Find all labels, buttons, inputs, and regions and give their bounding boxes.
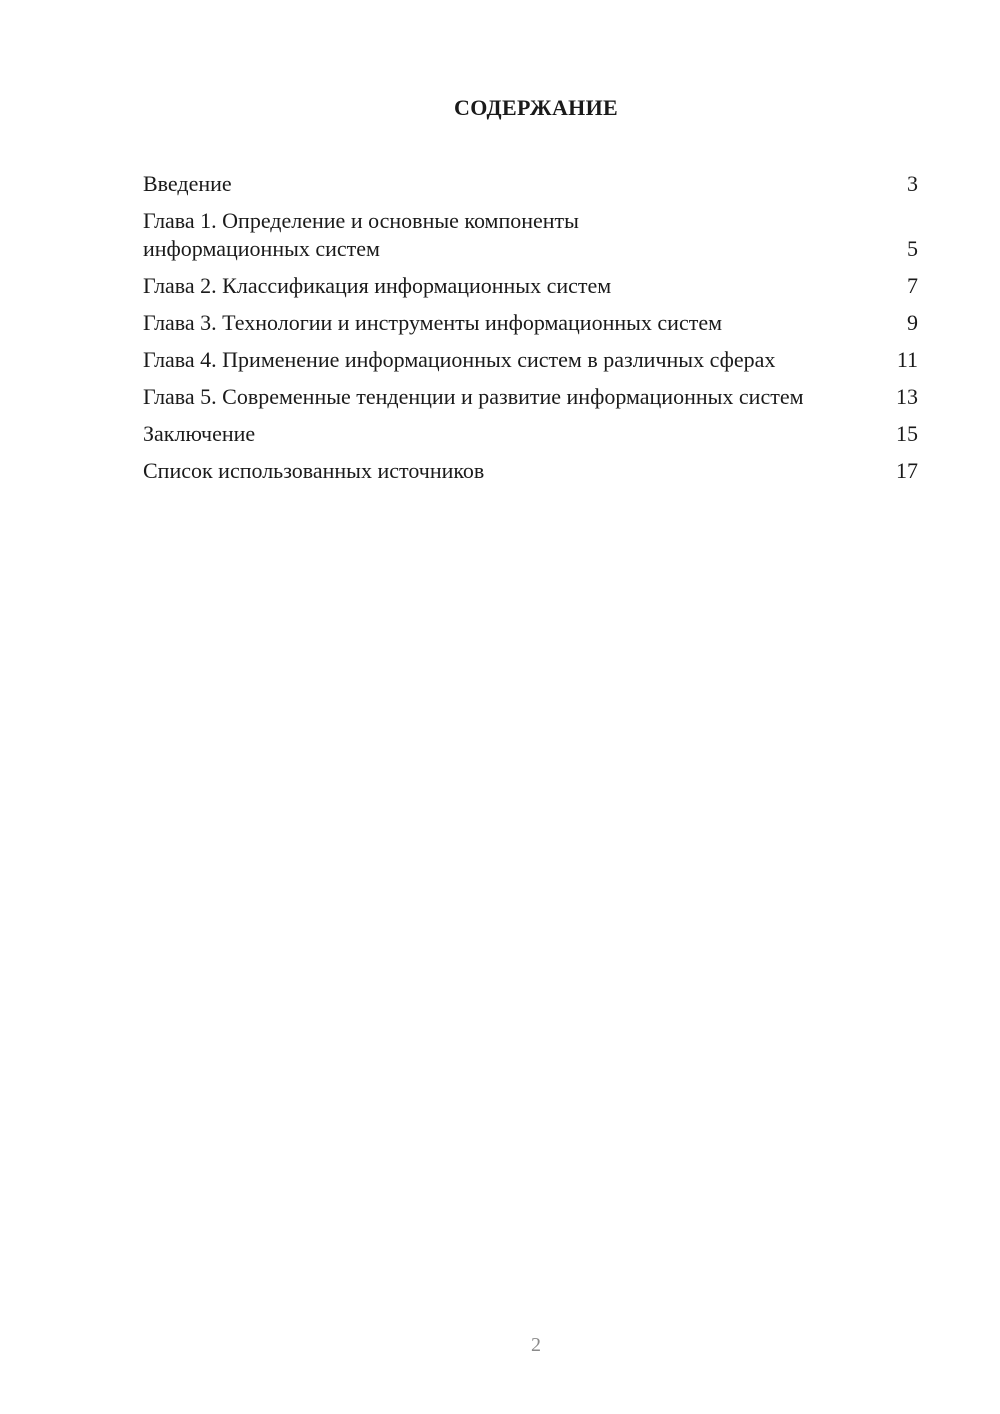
toc-entry-text: Заключение	[143, 420, 256, 446]
toc-entry-text: Глава 4. Применение информационных систем в различных сферах	[143, 346, 776, 372]
page-title: СОДЕРЖАНИЕ	[454, 95, 618, 120]
toc-entry-page: 7	[907, 272, 918, 298]
toc-entry-text: Глава 1. Определение и основные компоненты информационных систем	[143, 208, 579, 261]
toc-entry-text: Глава 3. Технологии и инструменты информационных систем	[143, 309, 723, 335]
toc-entry-page: 13	[896, 383, 918, 409]
toc-entry-page: 15	[896, 420, 918, 446]
toc-entry-chapter-3	[143, 309, 918, 337]
toc-entry-references	[143, 457, 918, 485]
toc-entry-conclusion	[143, 420, 918, 448]
toc-entry-chapter-4	[143, 346, 918, 374]
toc-entry-page: 5	[907, 235, 918, 261]
toc-entry-chapter-2	[143, 272, 918, 300]
table-of-contents	[143, 170, 918, 494]
toc-entry-text: Введение	[143, 171, 232, 196]
toc-entry-page: 3	[907, 171, 918, 196]
toc-entry-introduction	[143, 170, 918, 198]
toc-entry-chapter-1	[143, 207, 918, 262]
toc-entry-chapter-5	[143, 383, 918, 411]
toc-entry-text: Список использованных источников	[143, 457, 485, 483]
page-number: 2	[531, 1334, 541, 1356]
toc-entry-text: Глава 5. Современные тенденции и развитие информационных систем	[143, 383, 804, 409]
toc-entry-text: Глава 2. Классификация информационных систем	[143, 272, 612, 298]
toc-entry-page: 9	[907, 309, 918, 335]
toc-entry-page: 11	[896, 346, 918, 372]
toc-entry-page: 17	[896, 457, 918, 483]
